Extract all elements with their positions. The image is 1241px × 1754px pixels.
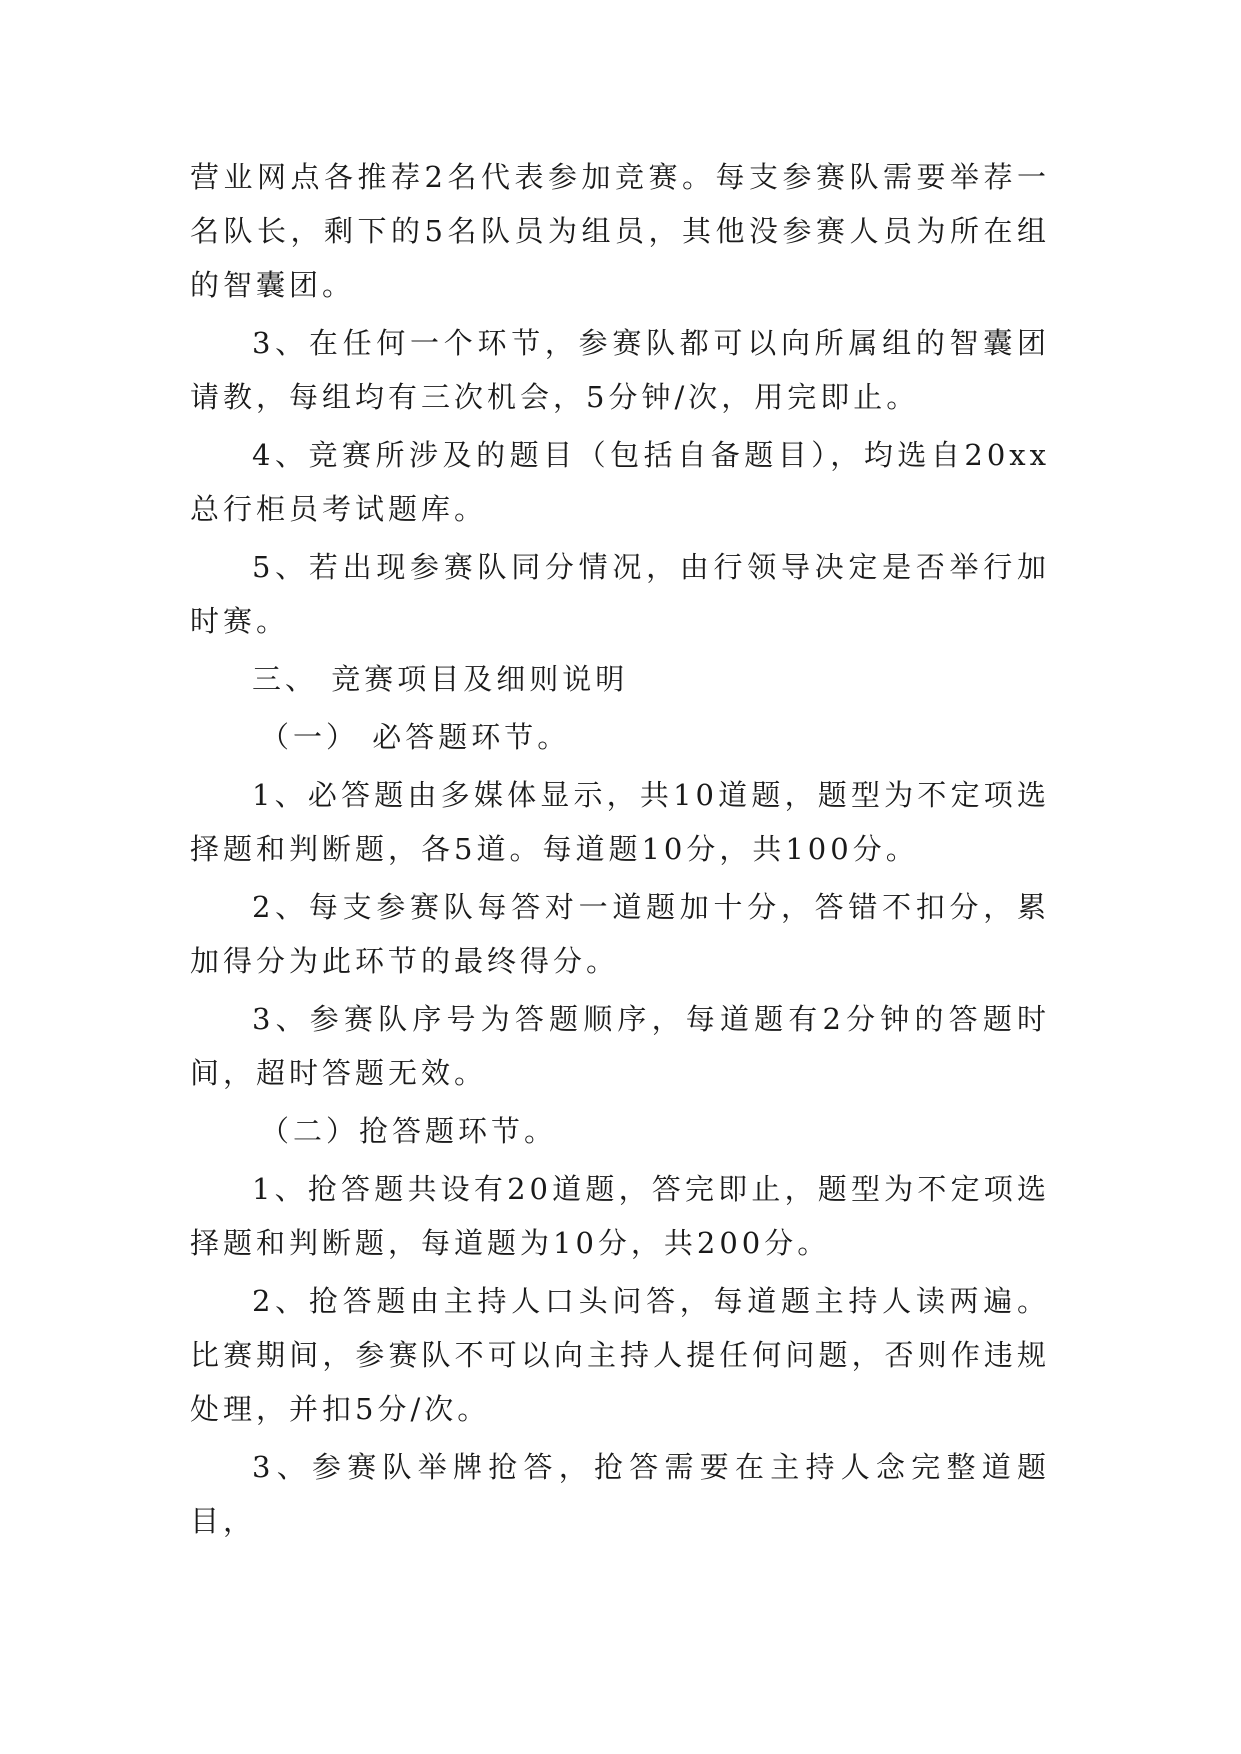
sub1-item-2: 2、每支参赛队每答对一道题加十分，答错不扣分，累加得分为此环节的最终得分。 xyxy=(190,890,1050,978)
paragraph-rule-5: 5、若出现参赛队同分情况，由行领导决定是否举行加时赛。 xyxy=(190,550,1050,638)
document-page xyxy=(190,150,1050,1552)
sub2-item-2: 2、抢答题由主持人口头问答，每道题主持人读两遍。比赛期间，参赛队不可以向主持人提任何问题，否则作违规处理，并扣5分/次。 xyxy=(190,1284,1050,1426)
paragraph-rule-3: 3、在任何一个环节，参赛队都可以向所属组的智囊团请教，每组均有三次机会，5分钟/次，用完即止。 xyxy=(190,326,1050,414)
subsection-heading-1: （一） 必答题环节。 xyxy=(260,720,571,754)
sub2-item-3: 3、参赛队举牌抢答，抢答需要在主持人念完整道题目， xyxy=(190,1450,1050,1538)
subsection-heading-2: （二）抢答题环节。 xyxy=(260,1114,558,1148)
paragraph-continuation: 营业网点各推荐2名代表参加竞赛。每支参赛队需要举荐一名队长，剩下的5名队员为组员，其他没参赛人员为所在组的智囊团。 xyxy=(190,160,1050,302)
sub2-item-1: 1、抢答题共设有20道题，答完即止，题型为不定项选择题和判断题，每道题为10分，共200分。 xyxy=(190,1172,1050,1260)
sub1-item-3: 3、参赛队序号为答题顺序，每道题有2分钟的答题时间，超时答题无效。 xyxy=(190,1002,1050,1090)
section-heading: 三、 竞赛项目及细则说明 xyxy=(252,662,629,696)
sub1-item-1: 1、必答题由多媒体显示，共10道题，题型为不定项选择题和判断题，各5道。每道题10分，共100分。 xyxy=(190,778,1050,866)
paragraph-rule-4: 4、竞赛所涉及的题目（包括自备题目），均选自20xx总行柜员考试题库。 xyxy=(190,438,1050,526)
